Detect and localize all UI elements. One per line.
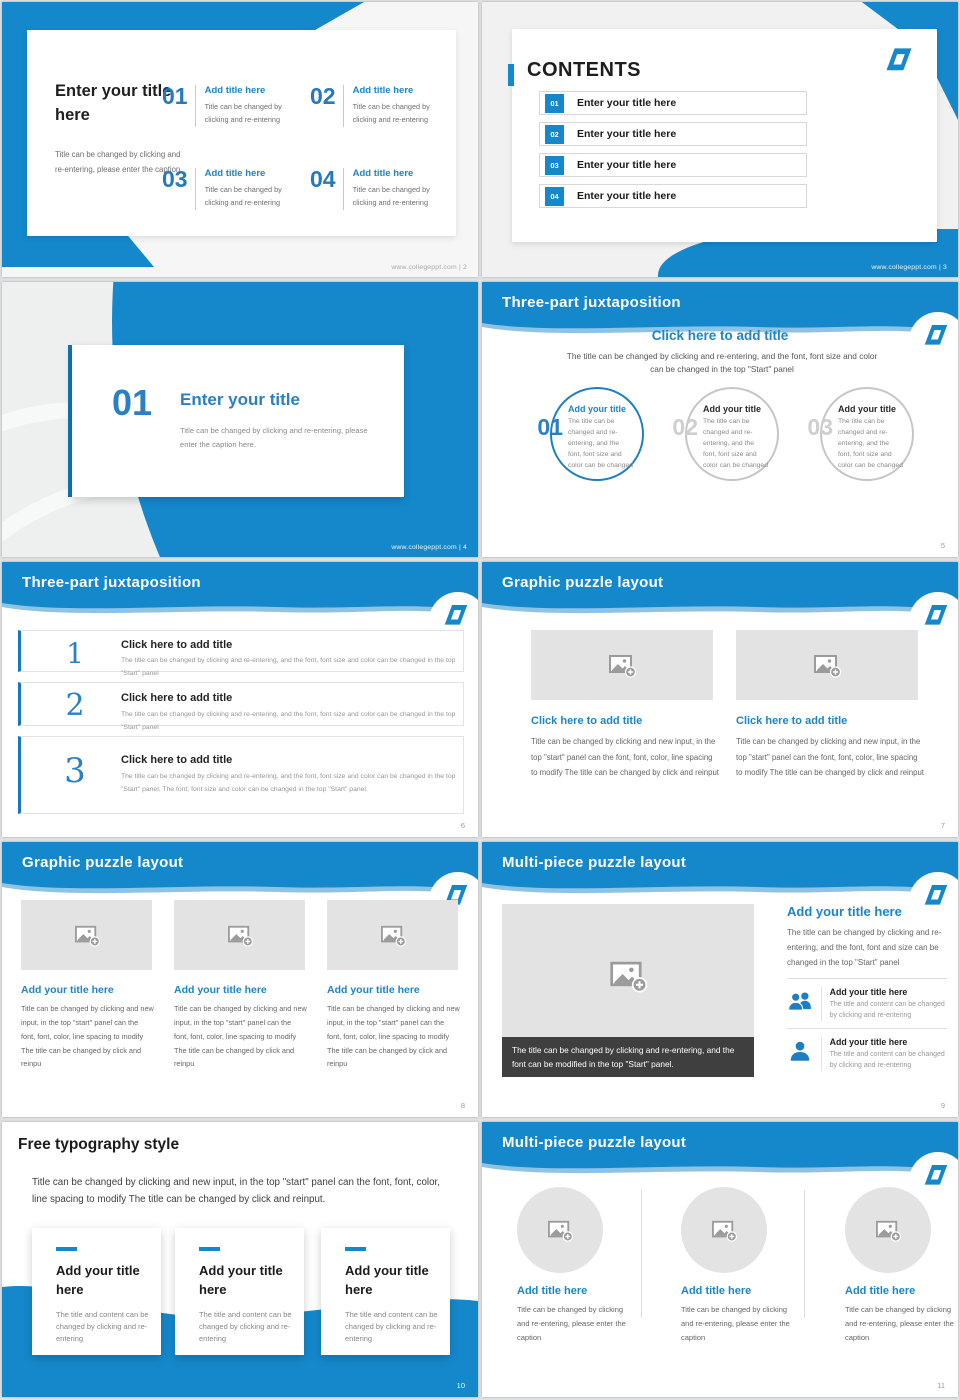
header-title: Graphic puzzle layout	[502, 574, 664, 591]
image-placeholder	[531, 630, 713, 700]
image-placeholder-circle	[845, 1187, 931, 1273]
column-title: Add title here	[845, 1285, 916, 1297]
users-icon	[787, 989, 813, 1013]
cell-slide-3	[480, 0, 960, 280]
row-number-badge: 04	[545, 187, 564, 206]
intro-text: Title can be changed by clicking and new input, in the top "start" panel can the font, font, color, line spacing to modify The title can be changed by click and reinput.	[32, 1177, 440, 1206]
column-text: Title can be changed by clicking and re-entering, please enter the caption	[845, 1305, 954, 1342]
header-title: Multi-piece puzzle layout	[502, 854, 687, 871]
column-text: Title can be changed by clicking and re-entering, please enter the caption	[681, 1305, 790, 1342]
logo-parallelogram-icon	[441, 601, 471, 628]
cell-slide-11	[480, 1120, 960, 1400]
circle-text: The title can be changed and re-entering, and the font, font size and color can be changed	[568, 418, 633, 469]
circle-number: 03	[807, 414, 833, 440]
image-placeholder-icon	[380, 924, 406, 947]
slide-caption: Title can be changed by clicking and re-entering, please enter the caption	[55, 150, 181, 174]
divider	[343, 168, 344, 210]
item-number: 03	[162, 166, 188, 192]
image-placeholder-icon	[875, 1219, 901, 1242]
section-title: Enter your title	[180, 390, 300, 409]
column-title: Add your title here	[174, 984, 267, 996]
item-number: 04	[310, 166, 336, 192]
circle-text: The title can be changed and re-entering, and the font, font size and color can be changed	[838, 418, 903, 469]
column-divider	[641, 1190, 642, 1318]
column-title: Add title here	[517, 1285, 588, 1297]
wave-header	[2, 562, 478, 626]
item-text: Title can be changed by clicking and re-entering	[352, 185, 430, 208]
card-text: The title and content can be changed by clicking and re-entering	[199, 1309, 292, 1343]
column-title: Add title here	[681, 1285, 752, 1297]
blue-top-wedge-shape	[2, 2, 364, 30]
numbered-row-2	[18, 682, 464, 731]
divider	[821, 1037, 822, 1071]
slide-graphic-puzzle-3[interactable]	[2, 842, 478, 1117]
image-placeholder-circle	[681, 1187, 767, 1273]
cell-slide-5	[480, 280, 960, 560]
wave-header	[482, 562, 958, 626]
divider	[195, 168, 196, 210]
row-number-badge: 03	[545, 156, 564, 175]
user-icon	[787, 1039, 813, 1063]
logo-parallelogram-icon	[882, 44, 916, 74]
numbered-row-1	[18, 630, 464, 677]
agenda-item-4	[310, 168, 458, 210]
page-number: 11	[937, 1381, 945, 1390]
page-number: 6	[460, 821, 465, 830]
feature-item-1	[787, 978, 947, 1029]
footer-url: www.collegeppt.com | 3	[871, 264, 947, 271]
feature-item-2	[787, 1028, 947, 1079]
item-title: Add title here	[204, 85, 266, 96]
row-label: Enter your title here	[577, 128, 677, 140]
column-divider	[804, 1190, 805, 1318]
body-subtext: The title can be changed by clicking and re-entering, and the font, font size and color can be changed in the top "Start" panel	[566, 351, 878, 374]
contents-row-3	[539, 153, 807, 177]
right-title: Add your title here	[787, 904, 902, 919]
accent-dash	[56, 1247, 77, 1251]
contents-row-2	[539, 122, 807, 146]
accent-dash	[199, 1247, 220, 1251]
item-title: Add title here	[352, 168, 414, 179]
divider	[343, 85, 344, 127]
item-text: Title can be changed by clicking and re-entering	[204, 185, 282, 208]
logo-parallelogram-icon	[921, 881, 951, 908]
page-number: 9	[940, 1101, 945, 1110]
circle-text: The title can be changed and re-entering, and the font, font size and color can be changed	[703, 418, 768, 469]
cell-slide-4	[0, 280, 480, 560]
typography-card-2	[175, 1228, 304, 1355]
row-label: Enter your title here	[577, 97, 677, 109]
divider	[821, 987, 822, 1021]
typography-card-3	[321, 1228, 450, 1355]
column-title: Click here to add title	[531, 715, 643, 727]
divider	[195, 85, 196, 127]
row-number: 1	[66, 637, 84, 670]
slide-graphic-puzzle-2[interactable]	[482, 562, 958, 837]
image-placeholder-icon	[813, 653, 841, 678]
card-text: The title and content can be changed by clicking and re-entering	[345, 1309, 438, 1343]
row-title: Click here to add title	[121, 692, 233, 704]
image-placeholder	[502, 904, 754, 1077]
right-text: The title can be changed by clicking and re-entering, and the font, font and size can be changed in the top "Start" panel	[787, 928, 942, 967]
row-text: The title can be changed by clicking and re-entering, and the font, font size and color can be changed in the top "Start" panel	[121, 711, 456, 731]
blue-bottom-band-shape	[2, 236, 154, 267]
page-number: 8	[460, 1101, 465, 1110]
cell-slide-7	[480, 560, 960, 840]
item-text: Title can be changed by clicking and re-entering	[204, 102, 282, 125]
circle-number: 01	[537, 414, 563, 440]
logo-parallelogram-icon	[921, 601, 951, 628]
agenda-item-2	[310, 85, 458, 127]
column-text: Title can be changed by clicking and re-entering, please enter the caption	[517, 1305, 626, 1342]
page-number: 7	[940, 821, 945, 830]
item-number: 01	[162, 83, 188, 109]
feature-title: Add your title here	[829, 987, 908, 997]
cell-slide-10	[0, 1120, 480, 1400]
image-placeholder-icon	[74, 924, 100, 947]
footer-url: www.collegeppt.com | 4	[391, 544, 467, 551]
item-title: Add title here	[204, 168, 266, 179]
accent-dash	[345, 1247, 366, 1251]
slide-agenda[interactable]	[2, 2, 478, 277]
slide-multi-piece-image[interactable]	[482, 842, 958, 1117]
section-number: 01	[112, 382, 153, 423]
card-title: Add your title here	[345, 1262, 429, 1297]
card-title: Add your title here	[56, 1262, 140, 1297]
column-title: Add your title here	[327, 984, 420, 996]
feature-title: Add your title here	[829, 1037, 908, 1047]
slide-section-01[interactable]	[2, 282, 478, 557]
slide-multi-piece-circles[interactable]	[482, 1122, 958, 1397]
item-title: Add title here	[352, 85, 414, 96]
section-text: Title can be changed by clicking and re-entering, please enter the caption here.	[180, 426, 368, 450]
slide-three-part-rows[interactable]	[2, 562, 478, 837]
column-text: Title can be changed by clicking and new input, in the top "start" panel can the font, font, color, line spacing to modify The title can be changed by click and reinput	[531, 737, 719, 778]
body-heading: Click here to add title	[651, 328, 789, 343]
image-placeholder-icon	[608, 653, 636, 678]
cell-slide-2	[0, 0, 480, 280]
typography-card-1	[32, 1228, 161, 1355]
image-caption: The title can be changed by clicking and re-entering, and the font can be modified in the top "Start" panel.	[502, 1037, 754, 1077]
row-number: 2	[65, 688, 85, 723]
contents-row-4	[539, 184, 807, 208]
circle-title: Add your title	[568, 404, 626, 414]
image-placeholder-icon	[227, 924, 253, 947]
header-title: Graphic puzzle layout	[22, 854, 184, 871]
image-placeholder-icon	[547, 1219, 573, 1242]
item-text: Title can be changed by clicking and re-entering	[352, 102, 430, 125]
content-card	[27, 30, 456, 236]
feature-text: The title and content can be changed by clicking and re-entering	[829, 1051, 945, 1070]
cell-slide-9	[480, 840, 960, 1120]
circle-content	[703, 404, 769, 471]
image-placeholder	[736, 630, 918, 700]
column-text: Title can be changed by clicking and new input, in the top "start" panel can the font, font, color, line spacing to modify The title can be changed by click and reinput	[736, 737, 924, 778]
cell-slide-6	[0, 560, 480, 840]
card-title: Add your title here	[199, 1262, 283, 1297]
cell-slide-8	[0, 840, 480, 1120]
image-placeholder-circle	[517, 1187, 603, 1273]
wave-header	[482, 1122, 958, 1186]
row-number-badge: 01	[545, 94, 564, 113]
numbered-row-3	[18, 736, 464, 814]
row-label: Enter your title here	[577, 190, 677, 202]
row-number-badge: 02	[545, 125, 564, 144]
circle-content	[838, 404, 904, 471]
slide-contents[interactable]	[482, 2, 958, 277]
circle-title: Add your title	[838, 404, 896, 414]
column-title: Click here to add title	[736, 715, 848, 727]
wave-header	[482, 842, 958, 906]
agenda-item-1	[162, 85, 310, 127]
image-placeholder-icon	[609, 959, 647, 993]
row-text: The title can be changed by clicking and re-entering, and the font, font size and color can be changed in the top "Start" panel. The font, font size and color can be changed in the top "Start" panel.	[121, 773, 456, 793]
title-accent-bar	[508, 64, 514, 86]
row-title: Click here to add title	[121, 754, 233, 766]
row-title: Click here to add title	[121, 639, 233, 651]
image-placeholder	[174, 900, 305, 970]
slide-title: Free typography style	[18, 1136, 180, 1153]
logo-parallelogram-icon	[921, 1161, 951, 1188]
image-placeholder	[21, 900, 152, 970]
feature-text: The title and content can be changed by clicking and re-entering	[829, 1001, 945, 1020]
image-placeholder-icon	[711, 1219, 737, 1242]
blue-left-strip-shape	[2, 2, 27, 242]
circle-title: Add your title	[703, 404, 761, 414]
column-text: Title can be changed by clicking and new input, in the top "start" panel can the font, font, color, line spacing to modify The title can be changed by click and reinpu	[174, 1004, 307, 1069]
page-number: 5	[940, 541, 945, 550]
header-title: Three-part juxtaposition	[22, 574, 201, 591]
contents-row-1	[539, 91, 807, 115]
slide-free-typography[interactable]	[2, 1122, 478, 1397]
footer-url: www.collegeppt.com | 2	[391, 264, 467, 271]
row-number: 3	[64, 751, 86, 791]
column-text: Title can be changed by clicking and new input, in the top "start" panel can the font, font, color, line spacing to modify The title can be changed by click and reinpu	[21, 1004, 154, 1069]
item-number: 02	[310, 83, 336, 109]
slide-three-part-circles[interactable]	[482, 282, 958, 557]
wave-header	[2, 842, 478, 906]
card-text: The title and content can be changed by clicking and re-entering	[56, 1309, 149, 1343]
header-title: Multi-piece puzzle layout	[502, 1134, 687, 1151]
header-title: Three-part juxtaposition	[502, 294, 681, 311]
page-number: 10	[456, 1381, 465, 1390]
contents-title: CONTENTS	[527, 59, 641, 81]
image-placeholder	[327, 900, 458, 970]
circle-number: 02	[672, 414, 698, 440]
row-label: Enter your title here	[577, 159, 677, 171]
column-text: Title can be changed by clicking and new input, in the top "start" panel can the font, font, color, line spacing to modify The title can be changed by click and reinpu	[327, 1004, 460, 1069]
slide-title: Enter your title here	[55, 82, 172, 124]
agenda-item-3	[162, 168, 310, 210]
column-title: Add your title here	[21, 984, 114, 996]
row-text: The title can be changed by clicking and re-entering, and the font, font size and color can be changed in the top "Start" panel	[121, 657, 456, 677]
circle-content	[568, 404, 634, 471]
